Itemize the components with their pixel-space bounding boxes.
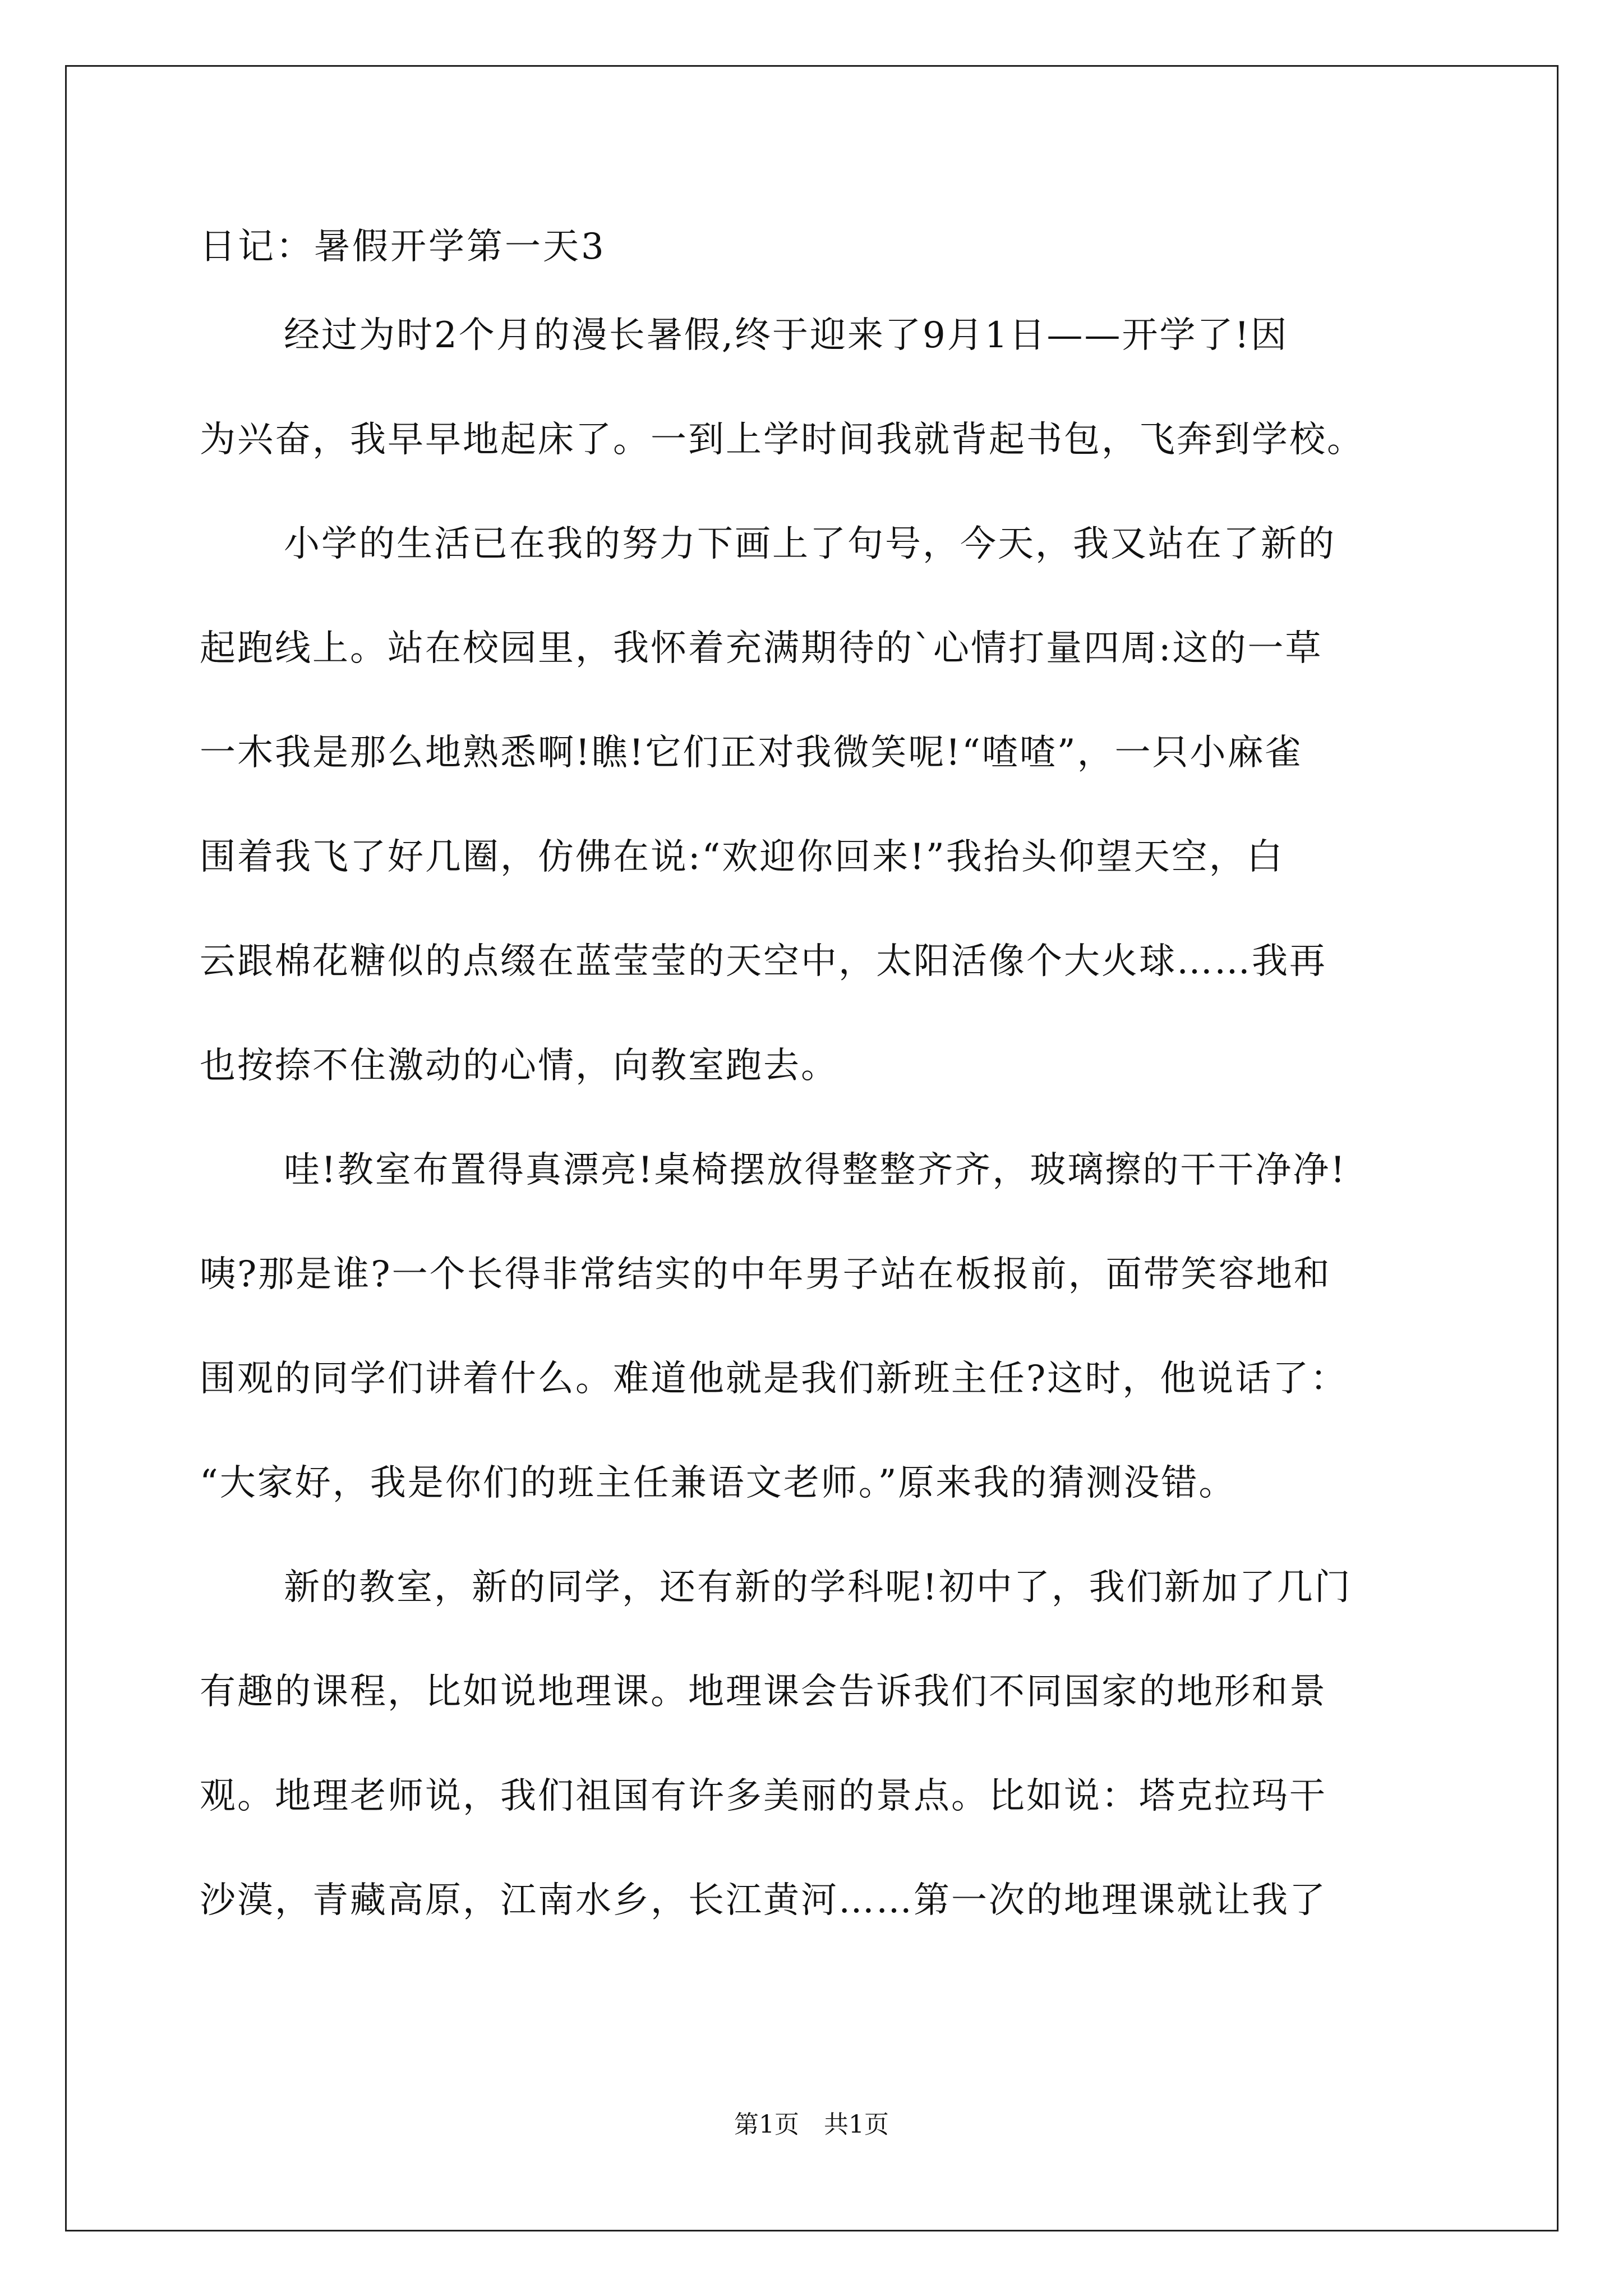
text-line: 新的教室，新的同学，还有新的学科呢!初中了，我们新加了几门 [284,1567,1352,1608]
text-line: 经过为时2个月的漫长暑假,终于迎来了9月1日——开学了!因 [284,315,1289,356]
text-line: 为兴奋，我早早地起床了。一到上学时间我就背起书包，飞奔到学校。 [200,419,1364,461]
paragraph-1 [200,283,1433,492]
text-line: 哇!教室布置得真漂亮!桌椅摆放得整整齐齐，玻璃擦的干干净净! [284,1149,1347,1191]
text-line: 咦?那是谁?一个长得非常结实的中年男子站在板报前，面带笑容地和 [200,1254,1331,1295]
text-line: 观。地理老师说，我们祖国有许多美丽的景点。比如说：塔克拉玛干 [200,1775,1327,1817]
text-line: 围着我飞了好几圈，仿佛在说:“欢迎你回来!”我抬头仰望天空，白 [200,836,1284,878]
text-line: 围观的同学们讲着什么。难道他就是我们新班主任?这时，他说话了： [200,1358,1348,1400]
page-number: 第1页 共1页 [734,2110,889,2139]
text-line: 小学的生活已在我的努力下画上了句号，今天，我又站在了新的 [284,523,1336,565]
paragraph-2 [200,492,1433,1118]
paragraph-4 [200,1535,1433,1953]
text-line: 云跟棉花糖似的点缀在蓝莹莹的天空中，太阳活像个大火球……我再 [200,941,1327,982]
text-line: 一木我是那么地熟悉啊!瞧!它们正对我微笑呢!“喳喳”，一只小麻雀 [200,732,1303,774]
document-body [200,222,1433,1953]
text-line: 也按捺不住激动的心情，向教室跑去。 [200,1045,838,1087]
text-line: 有趣的课程，比如说地理课。地理课会告诉我们不同国家的地形和景 [200,1671,1327,1713]
document-title: 日记：暑假开学第一天3 [200,226,606,268]
paragraph-3 [200,1118,1433,1535]
text-line: “大家好，我是你们的班主任兼语文老师。”原来我的猜测没错。 [200,1462,1237,1504]
text-line: 起跑线上。站在校园里，我怀着充满期待的`心情打量四周:这的一草 [200,628,1323,669]
text-line: 沙漠，青藏高原，江南水乡，长江黄河……第一次的地理课就让我了 [200,1880,1327,1921]
